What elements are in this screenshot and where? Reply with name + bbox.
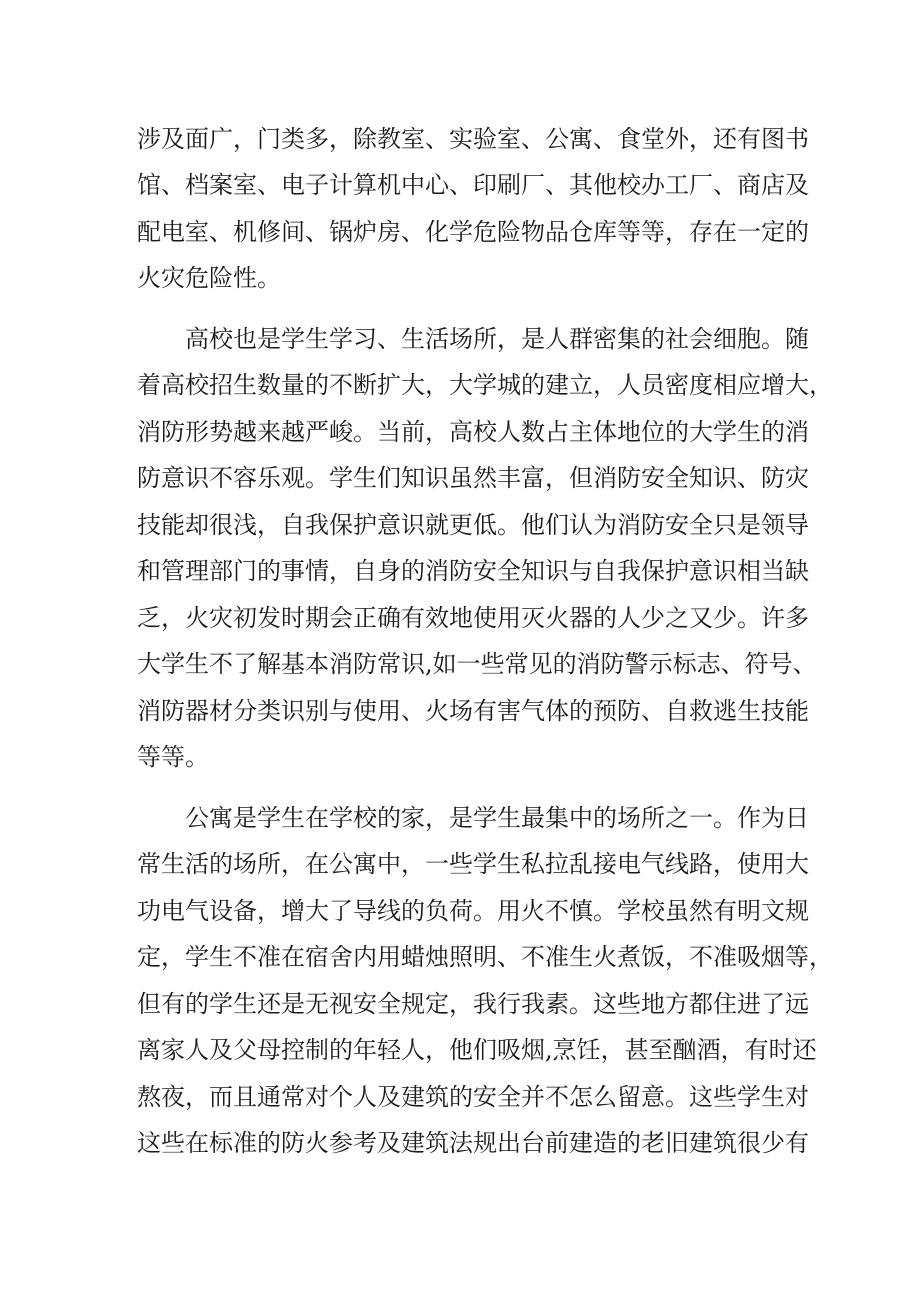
text-line: 技能却很浅，自我保护意识就更低。他们认为消防安全只是领导: [137, 511, 809, 539]
text-line: 防意识不容乐观。学生们知识虽然丰富，但消防安全知识、防灾: [137, 464, 809, 492]
text-line: 公寓是学生在学校的家，是学生最集中的场所之一。作为日: [185, 804, 809, 832]
text-line: 等等。: [137, 743, 209, 771]
text-line: 定，学生不准在宿舍内用蜡烛照明、不准生火煮饭，不准吸烟等，: [137, 943, 833, 971]
text-line: 消防形势越来越严峻。当前，高校人数占主体地位的大学生的消: [137, 418, 809, 446]
text-line: 这些在标准的防火参考及建筑法规出台前建造的老旧建筑很少有: [137, 1129, 809, 1157]
text-line: 火灾危险性。: [137, 264, 281, 292]
text-line: 大学生不了解基本消防常识,如一些常见的消防警示标志、符号、: [137, 650, 817, 678]
text-line: 消防器材分类识别与使用、火场有害气体的预防、自救逃生技能: [137, 697, 809, 725]
text-line: 常生活的场所，在公寓中，一些学生私拉乱接电气线路，使用大: [137, 850, 809, 878]
text-line: 但有的学生还是无视安全规定，我行我素。这些地方都住进了远: [137, 990, 809, 1018]
text-line: 馆、档案室、电子计算机中心、印刷厂、其他校办工厂、商店及: [137, 171, 809, 199]
text-line: 配电室、机修间、锅炉房、化学危险物品仓库等等，存在一定的: [137, 218, 809, 246]
text-line: 乏，火灾初发时期会正确有效地使用灭火器的人少之又少。许多: [137, 604, 809, 632]
text-line: 和管理部门的事情，自身的消防安全知识与自我保护意识相当缺: [137, 557, 809, 585]
text-line: 涉及面广，门类多，除教室、实验室、公寓、食堂外，还有图书: [137, 125, 809, 153]
text-line: 熬夜，而且通常对个人及建筑的安全并不怎么留意。这些学生对: [137, 1083, 809, 1111]
text-line: 离家人及父母控制的年轻人，他们吸烟,烹饪，甚至酗酒，有时还: [137, 1036, 817, 1064]
text-line: 高校也是学生学习、生活场所，是人群密集的社会细胞。随: [185, 325, 809, 353]
text-line: 着高校招生数量的不断扩大，大学城的建立，人员密度相应增大，: [137, 371, 833, 399]
text-line: 功电气设备，增大了导线的负荷。用火不慎。学校虽然有明文规: [137, 897, 809, 925]
